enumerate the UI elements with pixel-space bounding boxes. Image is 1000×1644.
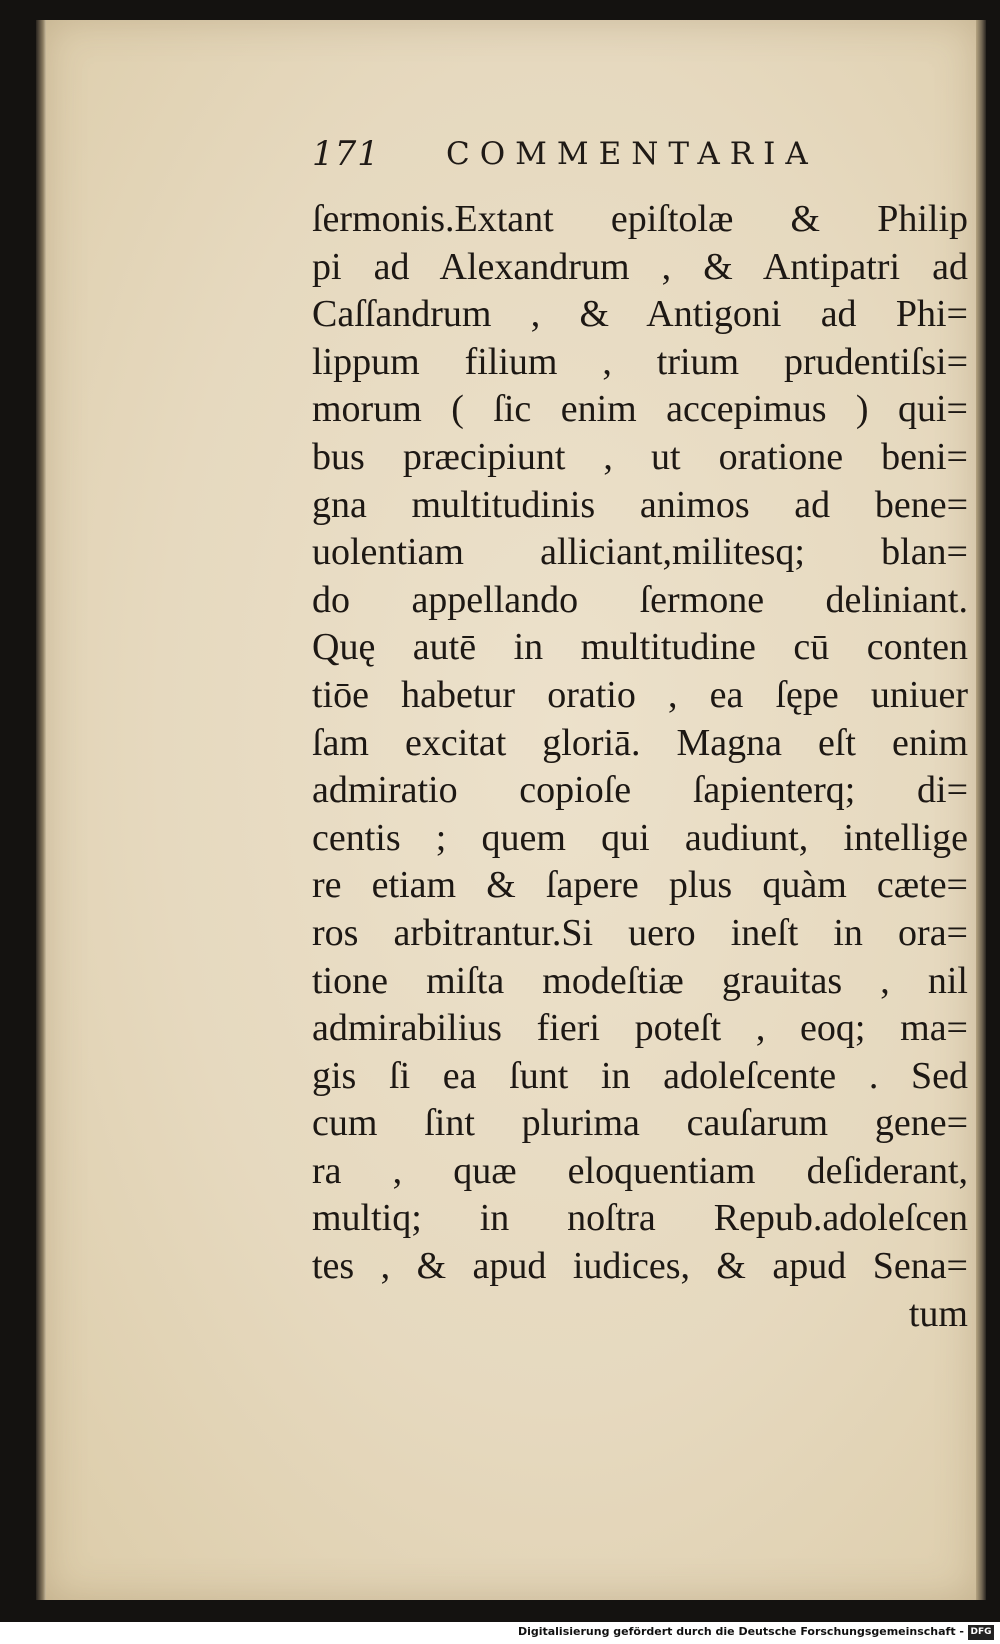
text-line: tione miſta modeſtiæ grauitas , nil — [312, 959, 968, 1002]
funding-note: Digitalisierung gefördert durch die Deutsche Forschungsgemeinschaft - — [517, 1625, 964, 1638]
text-line: multiq; in noſtra Repub.adoleſcen — [312, 1197, 968, 1240]
text-line: tes , & apud iudices, & apud Sena= — [312, 1245, 968, 1288]
text-line: uolentiam alliciant,militesq; blan= — [312, 531, 968, 574]
page-header — [312, 130, 882, 176]
text-line: ſam excitat gloriā. Magna eſt enim — [312, 721, 968, 764]
text-line: cum ſint plurima cauſarum gene= — [312, 1102, 968, 1145]
text-line: admirabilius fieri poteſt , eoq; ma= — [312, 1007, 968, 1050]
text-line: ros arbitrantur.Si uero ineſt in ora= — [312, 911, 968, 954]
text-line: bus præcipiunt , ut oratione beni= — [312, 435, 968, 478]
text-line: re etiam & ſapere plus quàm cæte= — [312, 864, 968, 907]
footer-bar — [0, 1622, 1000, 1644]
text-line: do appellando ſermone deliniant. — [312, 578, 968, 621]
text-line: lippum filium , trium prudentiſsi= — [312, 340, 968, 383]
text-line: pi ad Alexandrum , & Antipatri ad — [312, 245, 968, 288]
text-line: admiratio copioſe ſapienterq; di= — [312, 769, 968, 812]
text-line: Quę autē in multitudine cū conten — [312, 626, 968, 669]
running-head: COMMENTARIA — [446, 136, 818, 172]
dfg-logo-icon: DFG — [968, 1625, 994, 1640]
text-line: Caſſandrum , & Antigoni ad Phi= — [312, 293, 968, 336]
page-gutter-shadow — [36, 20, 46, 1600]
text-line: ſermonis.Extant epiſtolæ & Philip — [312, 198, 968, 240]
catchword: tum — [908, 1292, 968, 1335]
text-line: gna multitudinis animos ad bene= — [312, 483, 968, 526]
text-line: ra , quæ eloquentiam deſiderant, — [312, 1149, 968, 1192]
page-edge — [976, 20, 986, 1600]
page-number: 171 — [312, 134, 380, 174]
text-line: centis ; quem qui audiunt, intellige — [312, 816, 968, 859]
text-line: gis ſi ea ſunt in adoleſcente . Sed — [312, 1054, 968, 1097]
body-text — [312, 196, 968, 1338]
text-line: tiōe habetur oratio , ea ſępe uniuer — [312, 673, 968, 716]
text-line: morum ( ſic enim accepimus ) qui= — [312, 388, 968, 431]
